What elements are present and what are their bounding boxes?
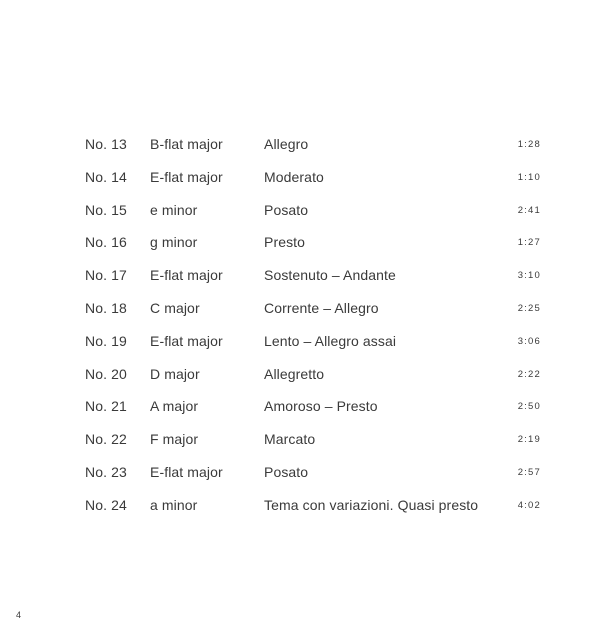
track-tempo: Posato [264,201,309,218]
track-key: B-flat major [150,136,223,152]
track-duration: 3:10 [517,270,541,282]
track-duration: 1:27 [517,237,541,249]
track-number: No. 20 [85,365,127,382]
track-tempo: Moderato [264,168,324,185]
track-key: D major [150,365,200,382]
track-tempo: Corrente – Allegro [264,299,379,316]
track-duration: 2:19 [517,434,541,446]
track-key: C major [150,299,200,316]
track-tempo: Posato [264,463,309,480]
track-number: No. 15 [85,201,127,218]
track-tempo: Amoroso – Presto [264,398,378,415]
track-duration: 1:28 [517,139,541,150]
track-number: No. 13 [85,136,127,152]
track-tempo: Tema con variazioni. Quasi presto [264,496,479,513]
page-number: 4 [16,610,22,620]
track-row [0,133,600,166]
track-list [0,133,600,527]
track-number: No. 19 [85,332,127,349]
track-duration: 4:02 [517,499,541,511]
track-number: No. 16 [85,234,127,251]
track-tempo: Allegro [264,136,309,152]
track-duration: 1:10 [517,171,541,183]
track-number: No. 14 [85,168,127,185]
track-key: e minor [150,201,198,218]
track-number: No. 24 [85,496,127,513]
track-duration: 2:41 [517,204,541,216]
track-duration: 2:25 [517,302,541,314]
track-duration: 2:50 [517,401,541,413]
track-key: E-flat major [150,332,223,349]
track-row [0,494,600,527]
track-key: E-flat major [150,168,223,185]
track-row [0,330,600,363]
track-tempo: Marcato [264,431,316,448]
track-number: No. 21 [85,398,127,415]
track-number: No. 18 [85,299,127,316]
track-tempo: Sostenuto – Andante [264,267,396,284]
track-key: A major [150,398,199,415]
track-number: No. 17 [85,267,127,284]
track-row [0,297,600,330]
track-row [0,461,600,494]
track-row [0,166,600,199]
track-tempo: Allegretto [264,365,325,382]
track-key: F major [150,431,199,448]
track-duration: 2:22 [517,368,541,380]
track-key: g minor [150,234,198,251]
track-row [0,395,600,428]
track-number: No. 23 [85,463,127,480]
track-key: E-flat major [150,267,223,284]
track-row [0,363,600,396]
track-duration: 3:06 [517,335,541,347]
track-row [0,231,600,264]
track-number: No. 22 [85,431,127,448]
track-row [0,428,600,461]
track-row [0,264,600,297]
track-tempo: Lento – Allegro assai [264,332,397,349]
track-key: E-flat major [150,463,223,480]
track-key: a minor [150,496,198,513]
track-tempo: Presto [264,234,306,251]
track-duration: 2:57 [517,466,541,478]
track-row [0,199,600,232]
